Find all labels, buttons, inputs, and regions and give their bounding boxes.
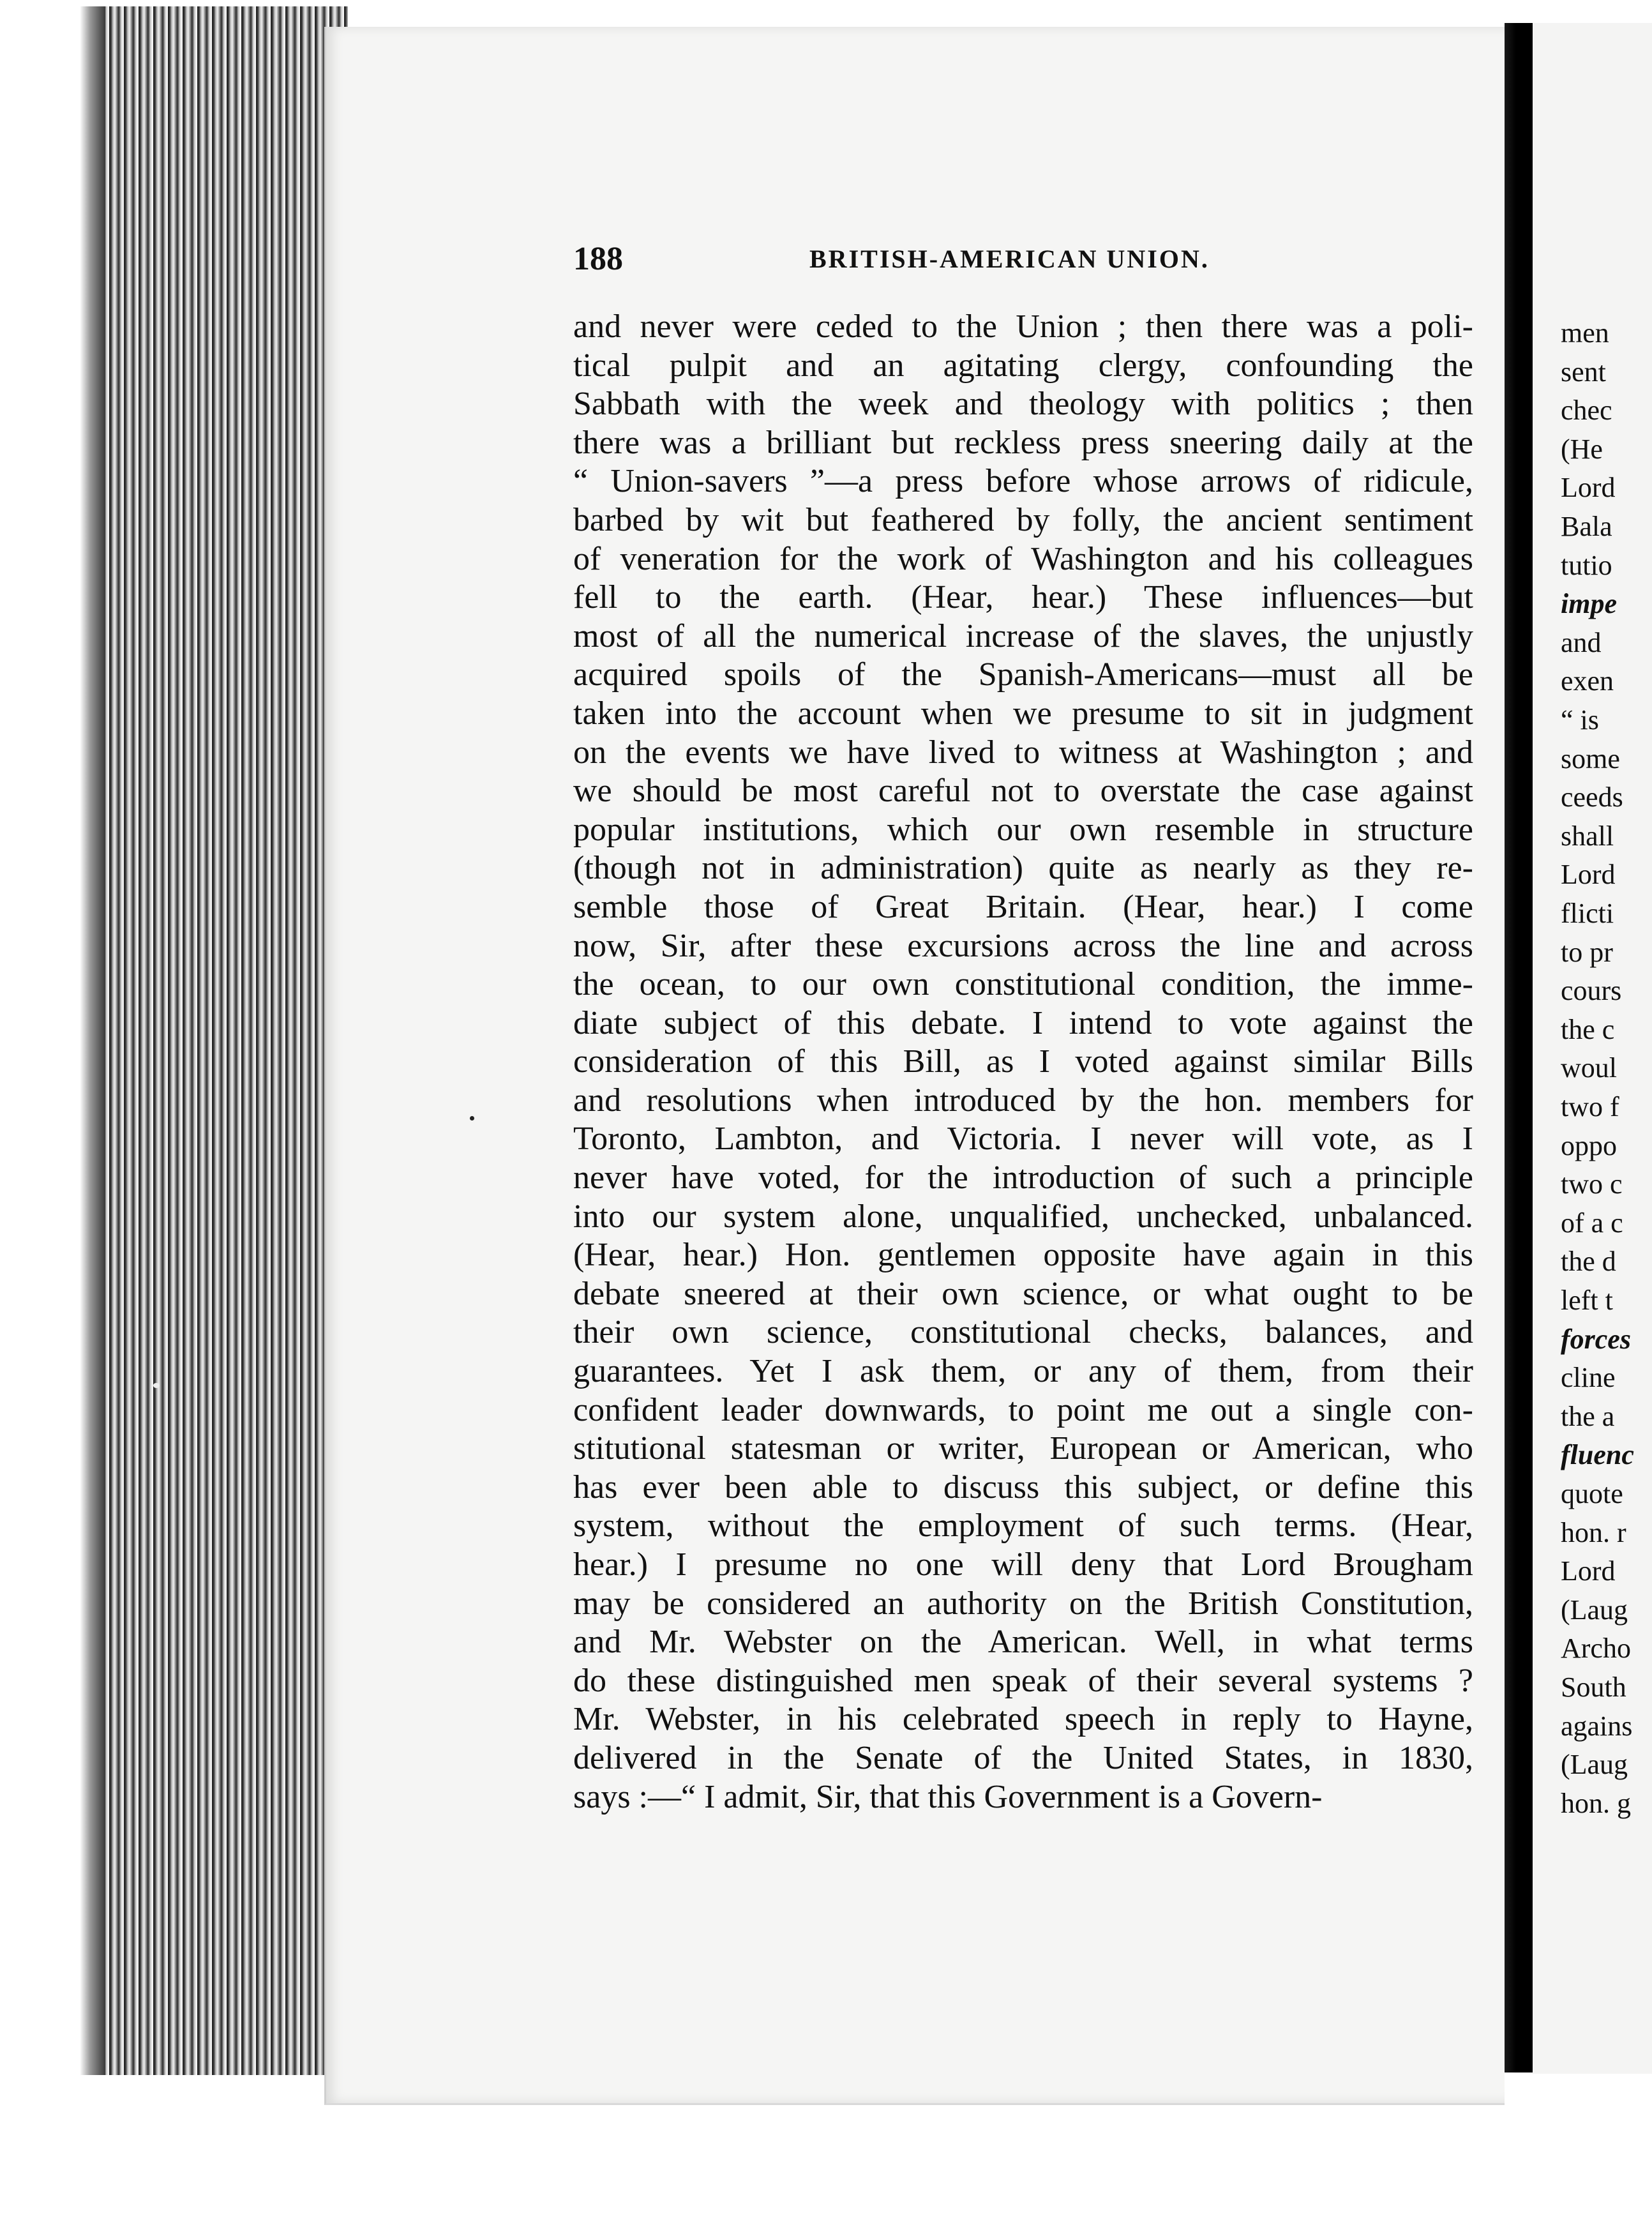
scan-background — [1505, 2072, 1652, 2227]
text-line: delivered in the Senate of the United States, in 1830, — [573, 1739, 1473, 1776]
page-edges — [80, 6, 348, 2075]
text-line: into our system alone, unqualified, unchecked, unbalanced. — [573, 1198, 1473, 1235]
facing-text-line: Lord — [1561, 859, 1616, 891]
facing-text-line: hon. r — [1561, 1516, 1626, 1548]
text-line: on the events we have lived to witness at Washington ; and — [573, 734, 1473, 771]
text-line: we should be most careful not to overstate the case against — [573, 773, 1473, 810]
facing-page-text — [1533, 314, 1652, 1859]
text-line: confident leader downwards, to point me out a single con- — [573, 1391, 1473, 1428]
facing-text-line: men — [1561, 317, 1609, 349]
facing-text-line: Bala — [1561, 511, 1612, 542]
text-line: fell to the earth. (Hear, hear.) These influences—but — [573, 579, 1473, 616]
facing-text-line: fluenc — [1561, 1439, 1634, 1471]
text-line: popular institutions, which our own resemble in structure — [573, 811, 1473, 848]
facing-text-line: “ is — [1561, 704, 1599, 736]
facing-text-line: and — [1561, 626, 1602, 658]
text-line: of veneration for the work of Washington and his colleagues — [573, 540, 1473, 577]
text-line: there was a brilliant but reckless press sneering daily at the — [573, 424, 1473, 461]
facing-text-line: impe — [1561, 588, 1617, 620]
facing-text-line: woul — [1561, 1052, 1617, 1084]
text-line: consideration of this Bill, as I voted against similar Bills — [573, 1043, 1473, 1080]
text-line: barbed by wit but feathered by folly, the ancient sentiment — [573, 501, 1473, 538]
facing-text-line: chec — [1561, 395, 1612, 427]
text-line: (Hear, hear.) Hon. gentlemen opposite have again in this — [573, 1237, 1473, 1274]
facing-text-line: Lord — [1561, 472, 1616, 504]
text-line: their own science, constitutional checks, balances, and — [573, 1314, 1473, 1351]
text-line: never have voted, for the introduction of such a principle — [573, 1159, 1473, 1197]
book-gutter — [1505, 23, 1533, 2072]
facing-text-line: to pr — [1561, 936, 1613, 968]
facing-text-line: exen — [1561, 665, 1614, 697]
facing-text-line: oppo — [1561, 1129, 1617, 1161]
text-line: most of all the numerical increase of the slaves, the unjustly — [573, 617, 1473, 654]
text-line: (though not in administration) quite as nearly as they re- — [573, 850, 1473, 887]
text-line: taken into the account when we presume to sit in judgment — [573, 695, 1473, 732]
page-edges-shadow — [80, 6, 105, 2075]
scan-speck — [470, 1116, 474, 1121]
facing-text-line: two c — [1561, 1168, 1623, 1200]
facing-text-line: (Laug — [1561, 1594, 1628, 1626]
text-line: says :—“ I admit, Sir, that this Government is a Govern- — [573, 1778, 1323, 1815]
text-line: and Mr. Webster on the American. Well, in what terms — [573, 1624, 1473, 1661]
facing-text-line: South — [1561, 1672, 1626, 1703]
facing-text-line: cours — [1561, 975, 1622, 1007]
facing-text-line: tutio — [1561, 549, 1612, 581]
text-line: and resolutions when introduced by the hon. members for — [573, 1082, 1473, 1119]
facing-text-line: quote — [1561, 1478, 1623, 1509]
text-line: may be considered an authority on the British Constitution, — [573, 1585, 1473, 1622]
facing-text-line: (Laug — [1561, 1749, 1628, 1781]
facing-text-line: ceeds — [1561, 781, 1623, 813]
text-line: now, Sir, after these excursions across the line and across — [573, 927, 1473, 964]
facing-text-line: hon. g — [1561, 1787, 1631, 1819]
text-line: “ Union-savers ”—a press before whose arrows of ridicule, — [573, 463, 1473, 500]
text-line: Toronto, Lambton, and Victoria. I never will vote, as I — [573, 1121, 1473, 1158]
facing-text-line: left t — [1561, 1285, 1613, 1316]
facing-text-line: the d — [1561, 1246, 1616, 1278]
facing-text-line: agains — [1561, 1710, 1633, 1742]
text-line: guarantees. Yet I ask them, or any of them, from their — [573, 1353, 1473, 1390]
text-line: and never were ceded to the Union ; then there was a poli- — [573, 308, 1473, 345]
page-number: 188 — [573, 241, 623, 277]
facing-text-line: the c — [1561, 1013, 1615, 1045]
facing-text-line: the a — [1561, 1400, 1615, 1432]
running-title: BRITISH-AMERICAN UNION. — [809, 245, 1210, 273]
facing-text-line: flicti — [1561, 898, 1614, 929]
facing-text-line: forces — [1561, 1323, 1631, 1355]
facing-text-line: shall — [1561, 820, 1614, 852]
facing-text-line: two f — [1561, 1091, 1619, 1122]
text-line: debate sneered at their own science, or what ought to be — [573, 1275, 1473, 1312]
facing-text-line: Archo — [1561, 1633, 1631, 1665]
text-line: system, without the employment of such terms. (Hear, — [573, 1507, 1473, 1544]
text-line: Mr. Webster, in his celebrated speech in reply to Hayne, — [573, 1701, 1473, 1738]
facing-text-line: cline — [1561, 1362, 1616, 1394]
text-line: semble those of Great Britain. (Hear, hear.) I come — [573, 888, 1473, 925]
text-line: Sabbath with the week and theology with politics ; then — [573, 386, 1473, 423]
text-line: hear.) I presume no one will deny that Lord Brougham — [573, 1546, 1473, 1583]
facing-text-line: Lord — [1561, 1555, 1616, 1587]
scan-speck — [153, 1383, 160, 1388]
body-text — [573, 308, 1473, 1816]
facing-text-line: of a c — [1561, 1207, 1623, 1239]
facing-text-line: sent — [1561, 356, 1606, 388]
text-line: do these distinguished men speak of their several systems ? — [573, 1662, 1473, 1699]
text-line: has ever been able to discuss this subject, or define this — [573, 1468, 1473, 1506]
facing-text-line: some — [1561, 743, 1620, 774]
text-line: the ocean, to our own constitutional condition, the imme- — [573, 966, 1473, 1003]
text-line: diate subject of this debate. I intend to vote against the — [573, 1004, 1473, 1041]
text-line: stitutional statesman or writer, European or American, who — [573, 1430, 1473, 1467]
facing-text-line: (He — [1561, 433, 1603, 465]
text-line: tical pulpit and an agitating clergy, confounding the — [573, 347, 1473, 384]
text-line: acquired spoils of the Spanish-Americans—must all be — [573, 656, 1473, 693]
